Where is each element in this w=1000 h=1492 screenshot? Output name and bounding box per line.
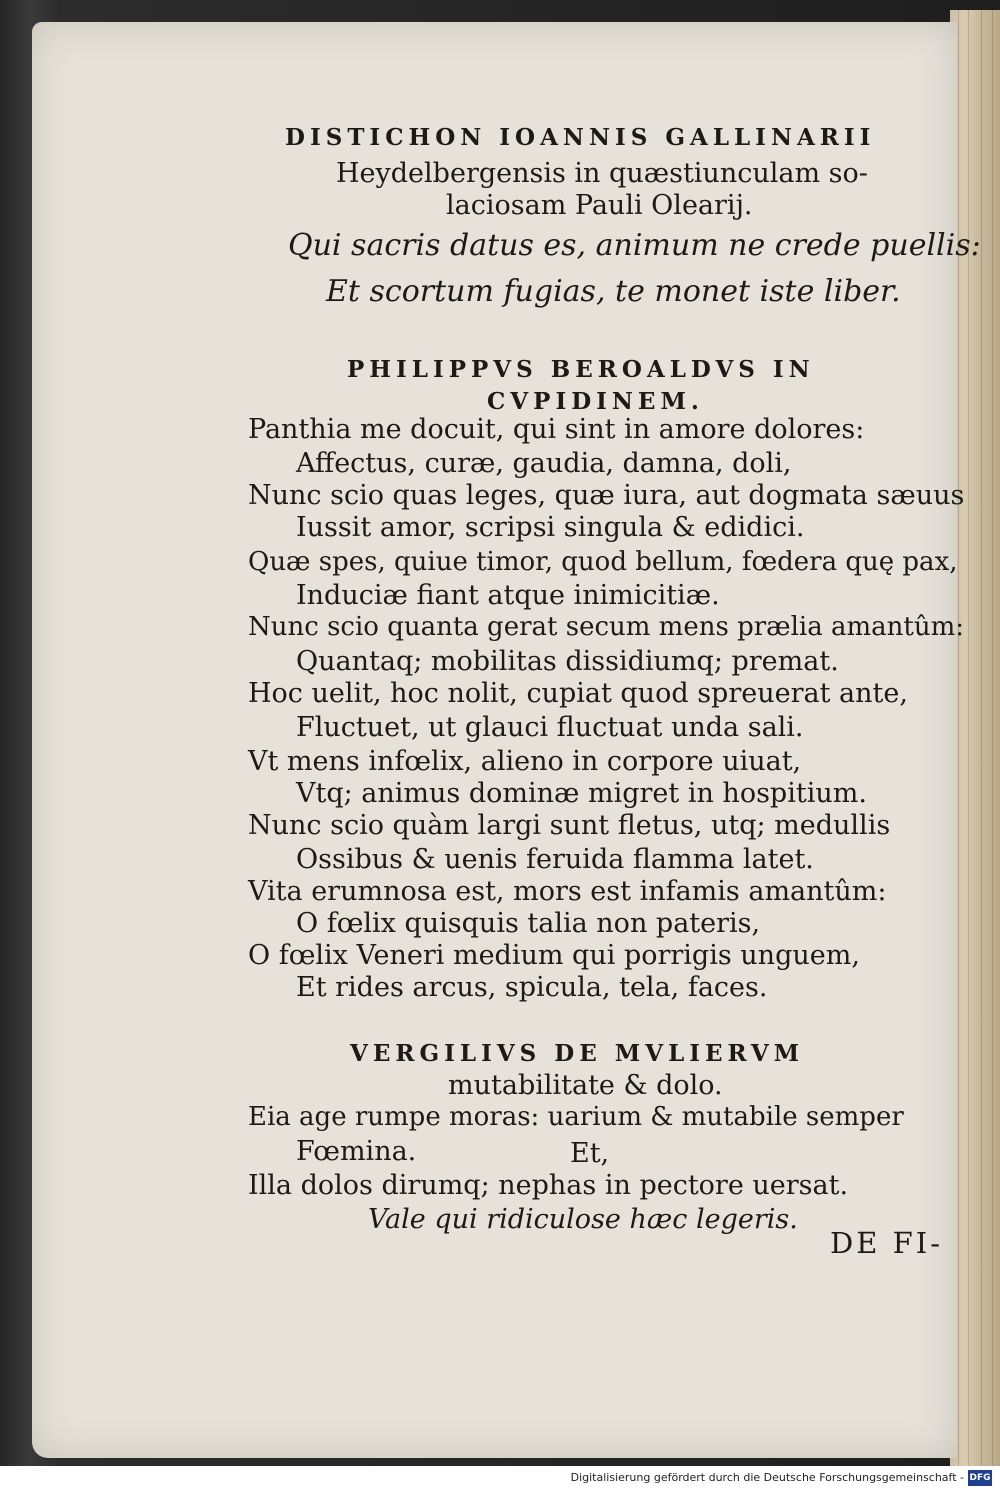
poem-line-1: Panthia me docuit, qui sint in amore dolores: bbox=[248, 414, 865, 445]
poem-line-9: Hoc uelit, hoc nolit, cupiat quod spreuerat ante, bbox=[248, 678, 908, 709]
heading-beroaldus: PHILIPPVS BEROALDVS IN bbox=[347, 356, 815, 383]
heading-vergilius: VERGILIVS DE MVLIERVM bbox=[350, 1040, 805, 1067]
heading-beroaldus-line2: CVPIDINEM. bbox=[487, 388, 704, 415]
heading-distichon: DISTICHON IOANNIS GALLINARII bbox=[285, 124, 876, 151]
quote-line-3: Illa dolos dirumq; nephas in pectore uersat. bbox=[248, 1170, 849, 1201]
poem-line-12: Vtq; animus dominæ migret in hospitium. bbox=[296, 778, 867, 809]
poem-line-8: Quantaq; mobilitas dissidiumq; premat. bbox=[296, 646, 839, 677]
poem-line-3: Nunc scio quas leges, quæ iura, aut dogmata sæuus bbox=[248, 480, 965, 511]
poem-line-2: Affectus, curæ, gaudia, damna, doli, bbox=[296, 448, 792, 479]
poem-line-4: Iussit amor, scripsi singula & edidici. bbox=[296, 512, 805, 543]
catchword: DE FI- bbox=[830, 1226, 944, 1260]
poem-line-11: Vt mens infœlix, alieno in corpore uiuat, bbox=[248, 746, 802, 777]
poem-line-14: Ossibus & uenis feruida flamma latet. bbox=[296, 844, 814, 875]
poem-line-17: O fœlix Veneri medium qui porrigis unguem, bbox=[248, 940, 860, 971]
poem-line-15: Vita erumnosa est, mors est infamis amantûm: bbox=[248, 876, 887, 907]
distich-line-2: Et scortum fugias, te monet iste liber. bbox=[326, 274, 901, 309]
heading-distichon-line3: laciosam Pauli Olearij. bbox=[446, 190, 753, 221]
poem-line-5: Quæ spes, quiue timor, quod bellum, fœdera quę pax, bbox=[248, 547, 958, 577]
quote-line-1: Eia age rumpe moras: uarium & mutabile semper bbox=[248, 1102, 904, 1132]
heading-distichon-line2: Heydelbergensis in quæstiunculam so- bbox=[336, 158, 868, 189]
dfg-logo-icon: DFG bbox=[968, 1470, 992, 1486]
farewell-line: Vale qui ridiculose hæc legeris. bbox=[368, 1204, 798, 1235]
footer-credit: Digitalisierung gefördert durch die Deutsche Forschungsgemeinschaft - bbox=[570, 1471, 964, 1484]
heading-vergilius-line2: mutabilitate & dolo. bbox=[448, 1070, 723, 1101]
quote-line-2b: Et, bbox=[570, 1138, 610, 1169]
poem-line-10: Fluctuet, ut glauci fluctuat unda sali. bbox=[296, 712, 804, 743]
poem-line-18: Et rides arcus, spicula, tela, faces. bbox=[296, 972, 768, 1003]
poem-line-13: Nunc scio quàm largi sunt fletus, utq; medullis bbox=[248, 810, 891, 841]
poem-line-6: Induciæ fiant atque inimicitiæ. bbox=[296, 580, 720, 611]
distich-line-1: Qui sacris datus es, animum ne crede puellis: bbox=[288, 228, 981, 263]
quote-line-2a: Fœmina. bbox=[296, 1136, 417, 1167]
footer-bar bbox=[0, 1466, 1000, 1492]
poem-line-7: Nunc scio quanta gerat secum mens prælia amantûm: bbox=[248, 612, 964, 642]
poem-line-16: O fœlix quisquis talia non pateris, bbox=[296, 908, 761, 939]
